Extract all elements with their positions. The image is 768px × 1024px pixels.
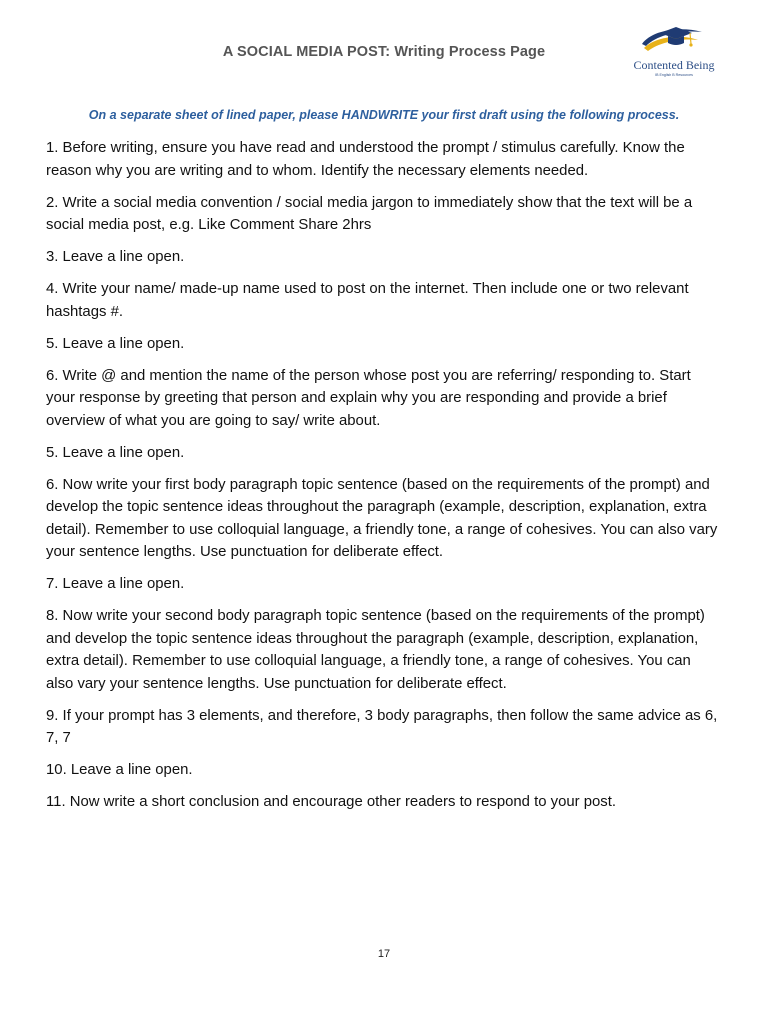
logo-name: Contented Being [633,58,715,72]
step-item: 1. Before writing, ensure you have read and understood the prompt / stimulus carefully. Know the reason why you are writing and to whom. Identify the necessary elements needed. [46,140,685,179]
page-title: A SOCIAL MEDIA POST: Writing Process Page [222,44,546,60]
step-item: 7. Leave a line open. [46,576,185,592]
step-item: 2. Write a social media convention / social media jargon to immediately show that the text will be a social media post, e.g. Like Comment Share 2hrs [46,194,693,233]
page-number: 17 [377,948,391,960]
step-item: 9. If your prompt has 3 elements, and therefore, 3 body paragraphs, then follow the same advice as 6, 7, 7 [46,707,718,746]
step-item: 6. Now write your first body paragraph topic sentence (based on the requirements of the prompt) and develop the topic sentence ideas throughout the paragraph (example, description, explanation, extra detail). Remember to use colloquial language, a friendly tone, a range of cohesives. You can also vary your sentence lengths. Use punctuation for deliberate effect. [46,476,718,560]
step-item: 8. Now write your second body paragraph topic sentence (based on the requirements of the prompt) and develop the topic sentence ideas throughout the paragraph (example, description, explanation, extra detail). Remember to use colloquial language, a friendly tone, a range of cohesives. You can also vary your sentence lengths. Use punctuation for deliberate effect. [46,608,705,692]
logo-tagline: IB English B Resources [655,73,693,77]
instruction-text: On a separate sheet of lined paper, please HANDWRITE your first draft using the following process. [88,108,680,122]
step-item: 6. Write @ and mention the name of the person whose post you are referring/ responding to. Start your response by greeting that person and explain why you are responding and provide a brief overview of what you are going to say/ write about. [46,367,691,429]
logo [620,24,728,80]
step-item: 5. Leave a line open. [46,444,185,461]
step-item: 3. Leave a line open. [46,249,185,265]
mortarboard-swoosh-icon [638,24,710,58]
step-item: 4. Write your name/ made-up name used to post on the internet. Then include one or two relevant hashtags #. [46,281,689,320]
process-steps-list [46,137,722,823]
step-item: 11. Now write a short conclusion and encourage other readers to respond to your post. [46,794,617,810]
step-item: 5. Leave a line open. [46,335,185,352]
step-item: 10. Leave a line open. [46,762,193,778]
